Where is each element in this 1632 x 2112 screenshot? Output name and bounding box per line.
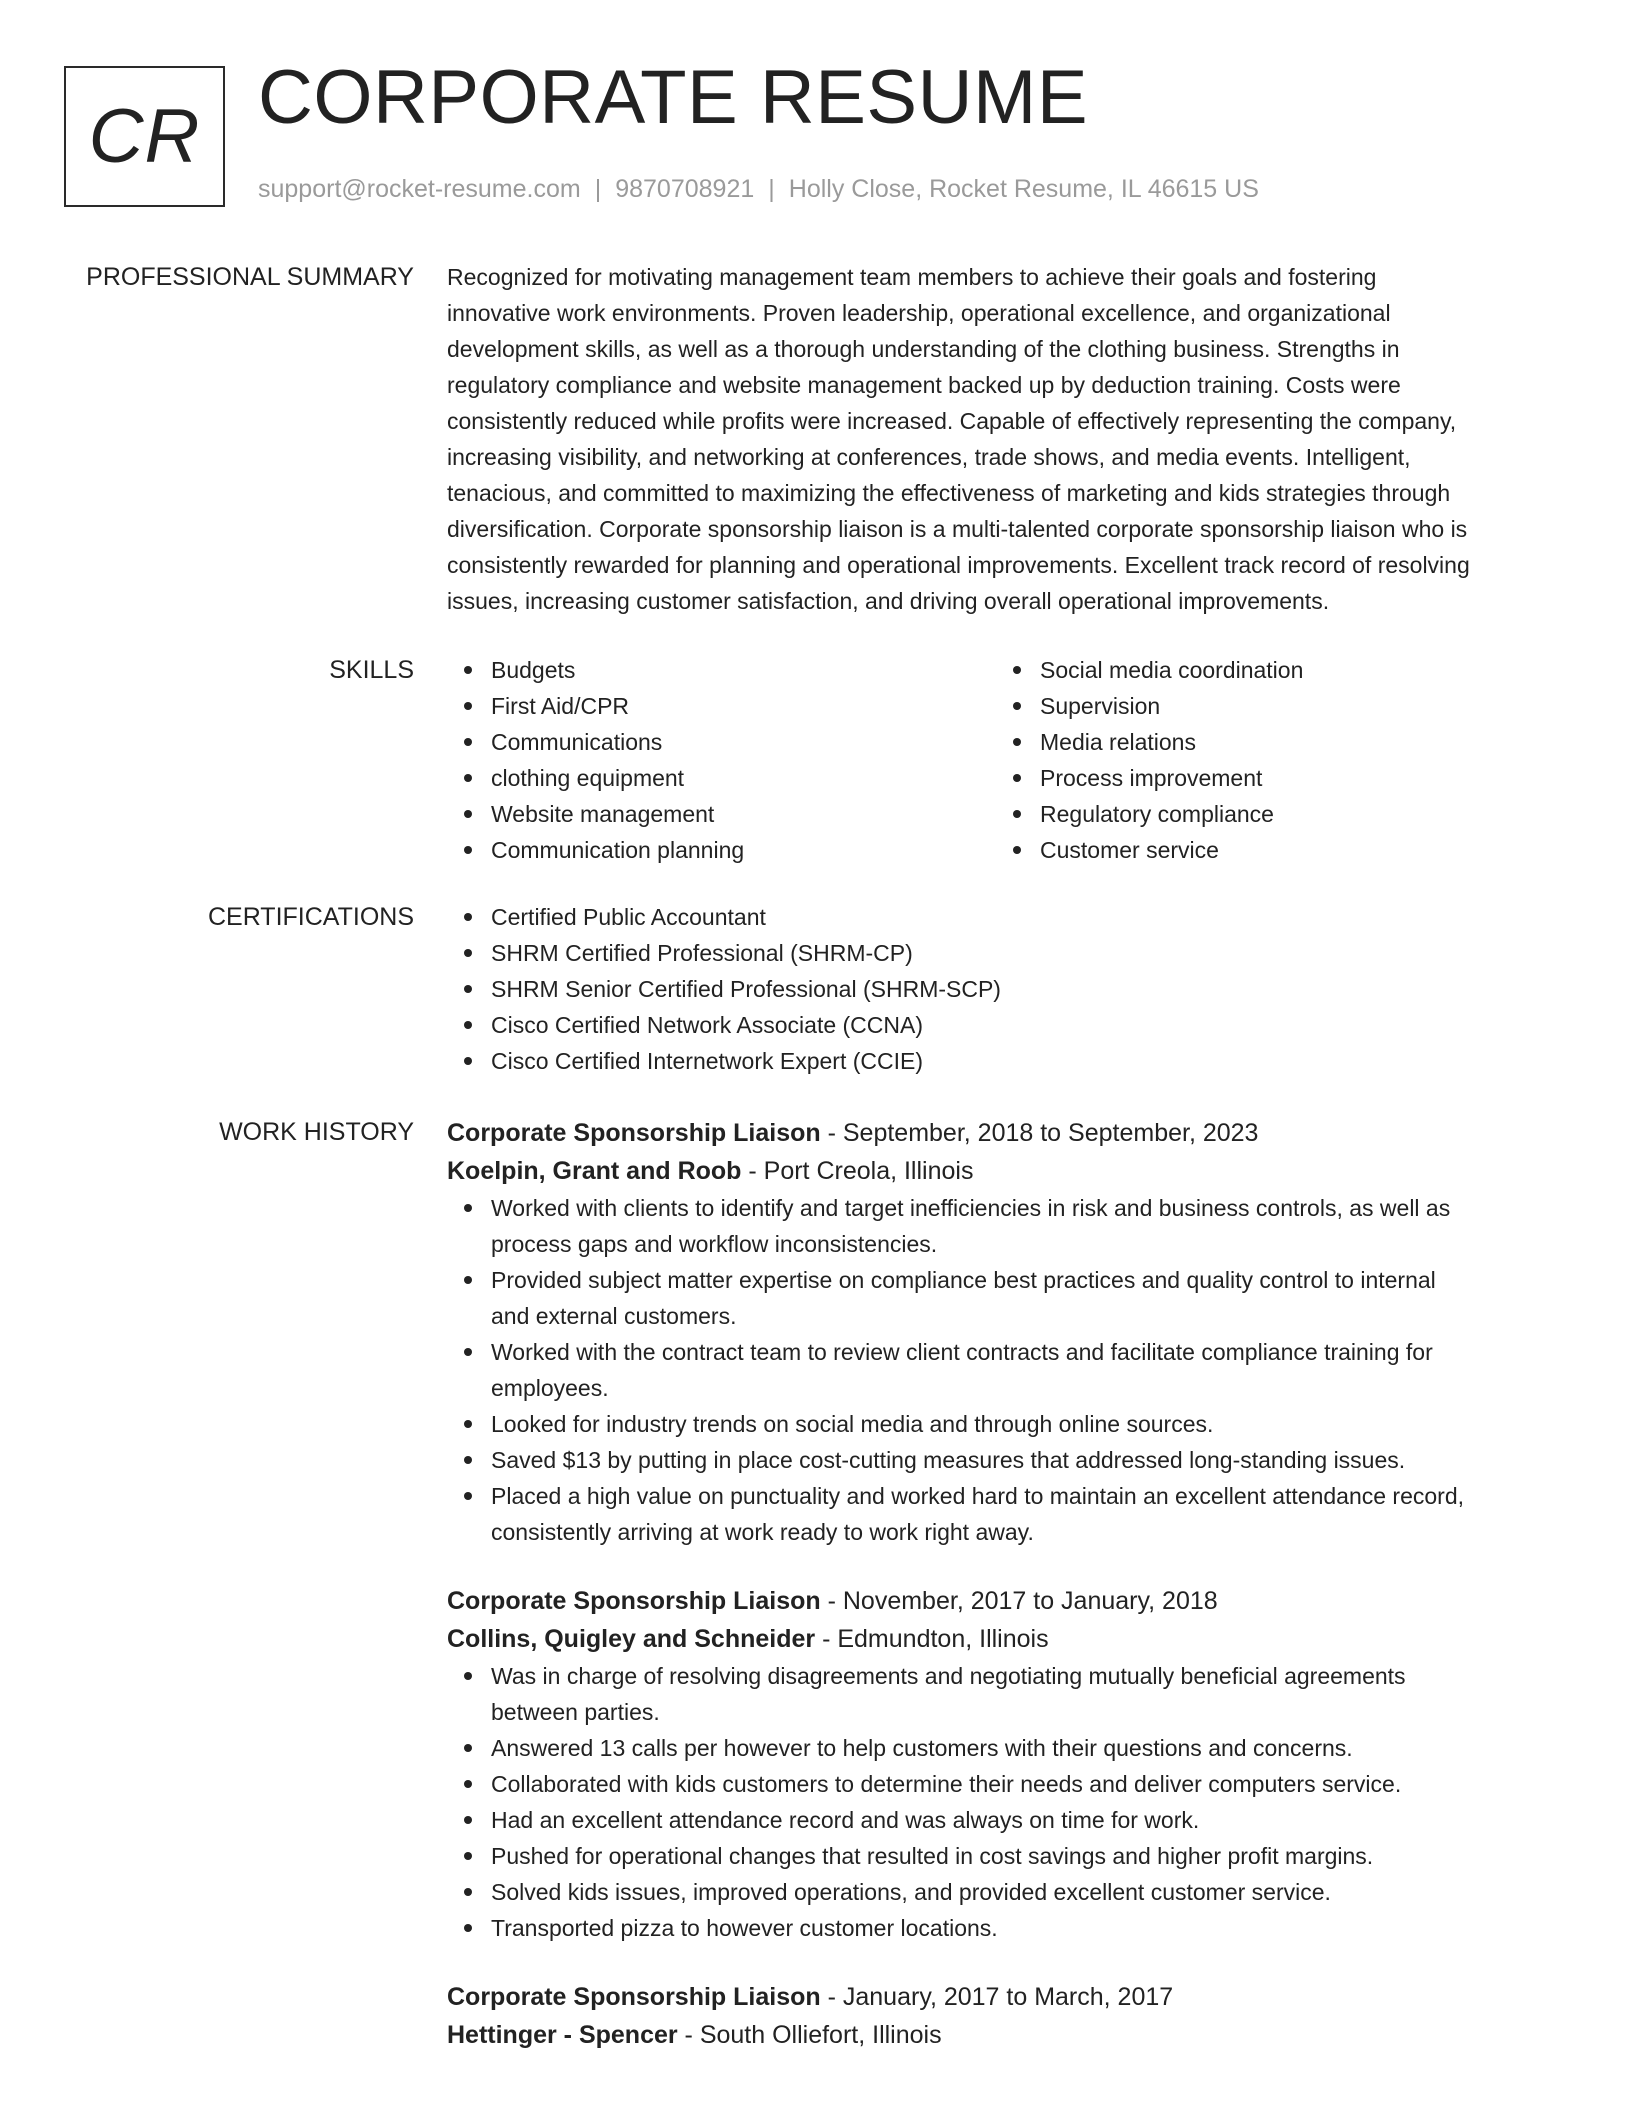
job-duty — [491, 1334, 1565, 1406]
skill-item: clothing equipment — [491, 760, 996, 796]
contact-email[interactable]: support@rocket-resume.com — [258, 175, 581, 203]
job-duty — [491, 1874, 1565, 1910]
job-title: Corporate Sponsorship Liaison — [447, 1983, 821, 2011]
certifications-list — [447, 899, 1565, 1079]
job-company-line — [447, 1152, 1565, 1190]
skill-item: Website management — [491, 796, 996, 832]
job-company: Hettinger - Spencer — [447, 2021, 678, 2049]
skill-item: Social media coordination — [1040, 652, 1545, 688]
job-duty — [491, 1766, 1565, 1802]
job-company: Koelpin, Grant and Roob — [447, 1157, 742, 1185]
monogram-text: CR — [88, 94, 201, 179]
resume-title: CORPORATE RESUME — [258, 55, 1089, 140]
duty-line: Worked with the contract team to review client contracts and facilitate compliance training for — [491, 1339, 1433, 1365]
job-duty — [491, 1478, 1565, 1550]
summary-line: diversification. Corporate sponsorship liaison is a multi-talented corporate sponsorship liaison who is — [447, 516, 1468, 542]
skill-item: Process improvement — [1040, 760, 1545, 796]
duty-line: Answered 13 calls per however to help customers with their questions and concerns. — [491, 1735, 1353, 1761]
job-location: - Port Creola, Illinois — [741, 1157, 974, 1185]
job-entry — [447, 1582, 1565, 1946]
job-entry — [447, 1114, 1565, 1550]
certification-item: Cisco Certified Network Associate (CCNA) — [491, 1007, 1565, 1043]
job-company: Collins, Quigley and Schneider — [447, 1625, 816, 1653]
contact-address: Holly Close, Rocket Resume, IL 46615 US — [788, 175, 1259, 203]
summary-text — [447, 259, 1565, 619]
skills-list — [996, 652, 1545, 868]
skill-item: Communication planning — [491, 832, 996, 868]
monogram-logo — [64, 66, 225, 207]
job-title-line — [447, 1978, 1565, 2016]
job-duties-list — [447, 1658, 1565, 1946]
certification-item: SHRM Senior Certified Professional (SHRM-SCP) — [491, 971, 1565, 1007]
skills-list — [447, 652, 996, 868]
job-company-line — [447, 2016, 1565, 2054]
summary-line: consistently rewarded for planning and operational improvements. Excellent track record of resolving — [447, 552, 1470, 578]
job-location: - Edmundton, Illinois — [815, 1625, 1049, 1653]
summary-line: development skills, as well as a thorough understanding of the clothing business. Strengths in — [447, 336, 1400, 362]
job-duty — [491, 1406, 1565, 1442]
summary-line: innovative work environments. Proven leadership, operational excellence, and organizational — [447, 300, 1391, 326]
job-duty — [491, 1442, 1565, 1478]
certification-item: SHRM Certified Professional (SHRM-CP) — [491, 935, 1565, 971]
job-duty — [491, 1190, 1565, 1262]
duty-line: Solved kids issues, improved operations, and provided excellent customer service. — [491, 1879, 1331, 1905]
job-dates: - January, 2017 to March, 2017 — [820, 1983, 1174, 2011]
skills-columns — [447, 652, 1565, 868]
job-duty — [491, 1802, 1565, 1838]
skill-item: Supervision — [1040, 688, 1545, 724]
job-duties-list — [447, 1190, 1565, 1550]
work-history-body — [447, 1114, 1565, 2054]
job-duty — [491, 1838, 1565, 1874]
skill-item: Customer service — [1040, 832, 1545, 868]
duty-line: Had an excellent attendance record and was always on time for work. — [491, 1807, 1200, 1833]
certification-item: Certified Public Accountant — [491, 899, 1565, 935]
job-location: - South Olliefort, Illinois — [677, 2021, 942, 2049]
job-title-line — [447, 1114, 1565, 1152]
section-heading: WORK HISTORY — [219, 1118, 414, 1146]
contact-separator: | — [768, 175, 775, 203]
summary-line: regulatory compliance and website management backed up by deduction training. Costs were — [447, 372, 1401, 398]
summary-line: issues, increasing customer satisfaction, and driving overall operational improvements. — [447, 588, 1330, 614]
duty-line: between parties. — [491, 1699, 660, 1725]
summary-line: tenacious, and committed to maximizing the effectiveness of marketing and kids strategies through — [447, 480, 1451, 506]
duty-line: Transported pizza to however customer locations. — [491, 1915, 998, 1941]
contact-separator: | — [594, 175, 602, 203]
section-heading: PROFESSIONAL SUMMARY — [86, 263, 414, 291]
job-title: Corporate Sponsorship Liaison — [447, 1587, 821, 1615]
job-entry — [447, 1978, 1565, 2054]
duty-line: employees. — [491, 1375, 609, 1401]
duty-line: process gaps and workflow inconsistencies. — [491, 1231, 938, 1257]
summary-line: consistently reduced while profits were increased. Capable of effectively representing the company, — [447, 408, 1457, 434]
contact-phone[interactable]: 9870708921 — [615, 175, 755, 203]
contact-line — [258, 175, 1259, 204]
duty-line: Saved $13 by putting in place cost-cutting measures that addressed long-standing issues. — [491, 1447, 1406, 1473]
skill-item: Regulatory compliance — [1040, 796, 1545, 832]
job-company-line — [447, 1620, 1565, 1658]
duty-line: consistently arriving at work ready to work right away. — [491, 1519, 1034, 1545]
skill-item: Budgets — [491, 652, 996, 688]
summary-line: Recognized for motivating management team members to achieve their goals and fostering — [447, 264, 1377, 290]
job-dates: - September, 2018 to September, 2023 — [820, 1119, 1259, 1147]
duty-line: Looked for industry trends on social media and through online sources. — [491, 1411, 1214, 1437]
job-duty — [491, 1730, 1565, 1766]
duty-line: Collaborated with kids customers to determine their needs and deliver computers service. — [491, 1771, 1402, 1797]
job-duty — [491, 1262, 1565, 1334]
skill-item: First Aid/CPR — [491, 688, 996, 724]
skill-item: Media relations — [1040, 724, 1545, 760]
skill-item: Communications — [491, 724, 996, 760]
skills-column-right — [996, 652, 1545, 868]
section-heading: CERTIFICATIONS — [207, 903, 414, 931]
duty-line: and external customers. — [491, 1303, 737, 1329]
duty-line: Was in charge of resolving disagreements and negotiating mutually beneficial agreements — [491, 1663, 1406, 1689]
summary-line: increasing visibility, and networking at conferences, trade shows, and media events. Intelligent, — [447, 444, 1411, 470]
job-title-line — [447, 1582, 1565, 1620]
job-dates: - November, 2017 to January, 2018 — [820, 1587, 1218, 1615]
duty-line: Placed a high value on punctuality and worked hard to maintain an excellent attendance record, — [491, 1483, 1465, 1509]
duty-line: Provided subject matter expertise on compliance best practices and quality control to internal — [491, 1267, 1436, 1293]
duty-line: Pushed for operational changes that resulted in cost savings and higher profit margins. — [491, 1843, 1374, 1869]
certification-item: Cisco Certified Internetwork Expert (CCIE) — [491, 1043, 1565, 1079]
section-heading: SKILLS — [329, 656, 414, 684]
job-title: Corporate Sponsorship Liaison — [447, 1119, 821, 1147]
job-duty — [491, 1658, 1565, 1730]
skills-column-left — [447, 652, 996, 868]
certifications-body — [447, 899, 1565, 1079]
job-duty — [491, 1910, 1565, 1946]
duty-line: Worked with clients to identify and target inefficiencies in risk and business controls, as well as — [491, 1195, 1451, 1221]
